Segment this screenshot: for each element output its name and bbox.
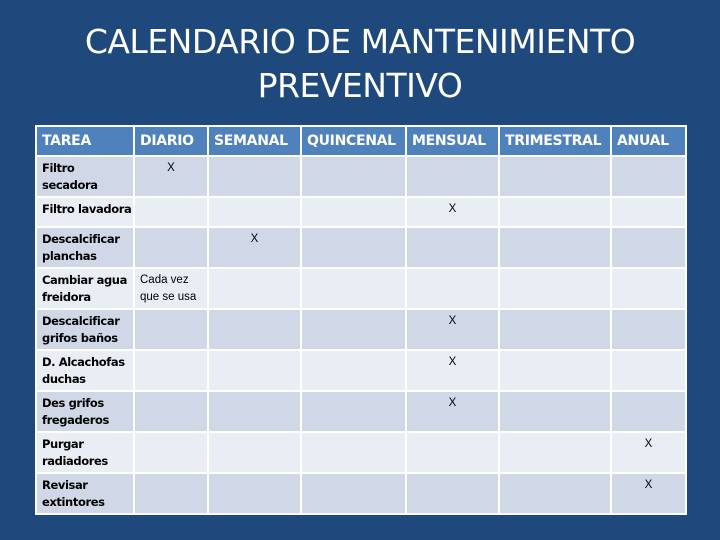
cell-diario: [134, 473, 208, 514]
slide-title: [0, 20, 720, 108]
cell-trimestral: [499, 227, 611, 268]
table-row: [36, 156, 686, 197]
header-tarea: TAREA: [36, 126, 134, 156]
header-mensual: MENSUAL: [406, 126, 499, 156]
task-name: Filtro secadora: [36, 156, 134, 197]
cell-anual: [611, 391, 686, 432]
cell-mensual: X: [406, 309, 499, 350]
cell-anual: [611, 227, 686, 268]
table-row: [36, 473, 686, 514]
cell-semanal: X: [208, 227, 301, 268]
cell-quincenal: [301, 473, 406, 514]
cell-trimestral: [499, 391, 611, 432]
cell-diario: [134, 309, 208, 350]
task-name: D. Alcachofas duchas: [36, 350, 134, 391]
cell-semanal: [208, 473, 301, 514]
table-row: [36, 227, 686, 268]
cell-mensual: [406, 156, 499, 197]
cell-anual: [611, 309, 686, 350]
cell-semanal: [208, 268, 301, 309]
maintenance-schedule-table: [35, 125, 687, 515]
cell-diario: [134, 391, 208, 432]
cell-anual: [611, 156, 686, 197]
task-name: Descalcificar planchas: [36, 227, 134, 268]
task-name: Revisar extintores: [36, 473, 134, 514]
cell-trimestral: [499, 350, 611, 391]
cell-quincenal: [301, 268, 406, 309]
cell-diario: [134, 350, 208, 391]
cell-anual: X: [611, 473, 686, 514]
cell-semanal: [208, 391, 301, 432]
task-name: Descalcificar grifos baños: [36, 309, 134, 350]
cell-semanal: [208, 156, 301, 197]
cell-mensual: [406, 227, 499, 268]
cell-quincenal: [301, 197, 406, 227]
table-row: [36, 432, 686, 473]
cell-mensual: X: [406, 350, 499, 391]
cell-semanal: [208, 350, 301, 391]
cell-diario: [134, 227, 208, 268]
cell-diario: [134, 197, 208, 227]
table-row: [36, 309, 686, 350]
cell-quincenal: [301, 309, 406, 350]
header-anual: ANUAL: [611, 126, 686, 156]
header-diario: DIARIO: [134, 126, 208, 156]
cell-mensual: [406, 268, 499, 309]
task-name: Des grifos fregaderos: [36, 391, 134, 432]
cell-mensual: X: [406, 197, 499, 227]
cell-diario-note: Cada vez que se usa: [134, 268, 208, 309]
cell-anual: X: [611, 432, 686, 473]
cell-semanal: [208, 309, 301, 350]
cell-diario: [134, 432, 208, 473]
task-name: Purgar radiadores: [36, 432, 134, 473]
header-quincenal: QUINCENAL: [301, 126, 406, 156]
cell-diario: X: [134, 156, 208, 197]
header-semanal: SEMANAL: [208, 126, 301, 156]
cell-trimestral: [499, 156, 611, 197]
cell-quincenal: [301, 432, 406, 473]
cell-mensual: [406, 473, 499, 514]
cell-mensual: X: [406, 391, 499, 432]
cell-trimestral: [499, 309, 611, 350]
table-row: [36, 197, 686, 227]
cell-anual: [611, 350, 686, 391]
cell-anual: [611, 268, 686, 309]
table-row: [36, 350, 686, 391]
task-name: Cambiar agua freidora: [36, 268, 134, 309]
cell-anual: [611, 197, 686, 227]
cell-quincenal: [301, 350, 406, 391]
cell-trimestral: [499, 268, 611, 309]
table-row: [36, 391, 686, 432]
table-row: [36, 268, 686, 309]
header-trimestral: TRIMESTRAL: [499, 126, 611, 156]
cell-semanal: [208, 432, 301, 473]
cell-quincenal: [301, 227, 406, 268]
cell-trimestral: [499, 473, 611, 514]
cell-semanal: [208, 197, 301, 227]
task-name: Filtro lavadora: [36, 197, 134, 227]
cell-quincenal: [301, 156, 406, 197]
cell-trimestral: [499, 197, 611, 227]
cell-mensual: [406, 432, 499, 473]
cell-quincenal: [301, 391, 406, 432]
title-line-1: CALENDARIO DE MANTENIMIENTO: [84, 22, 636, 61]
header-row: [36, 126, 686, 156]
cell-trimestral: [499, 432, 611, 473]
title-line-2: PREVENTIVO: [257, 66, 463, 105]
